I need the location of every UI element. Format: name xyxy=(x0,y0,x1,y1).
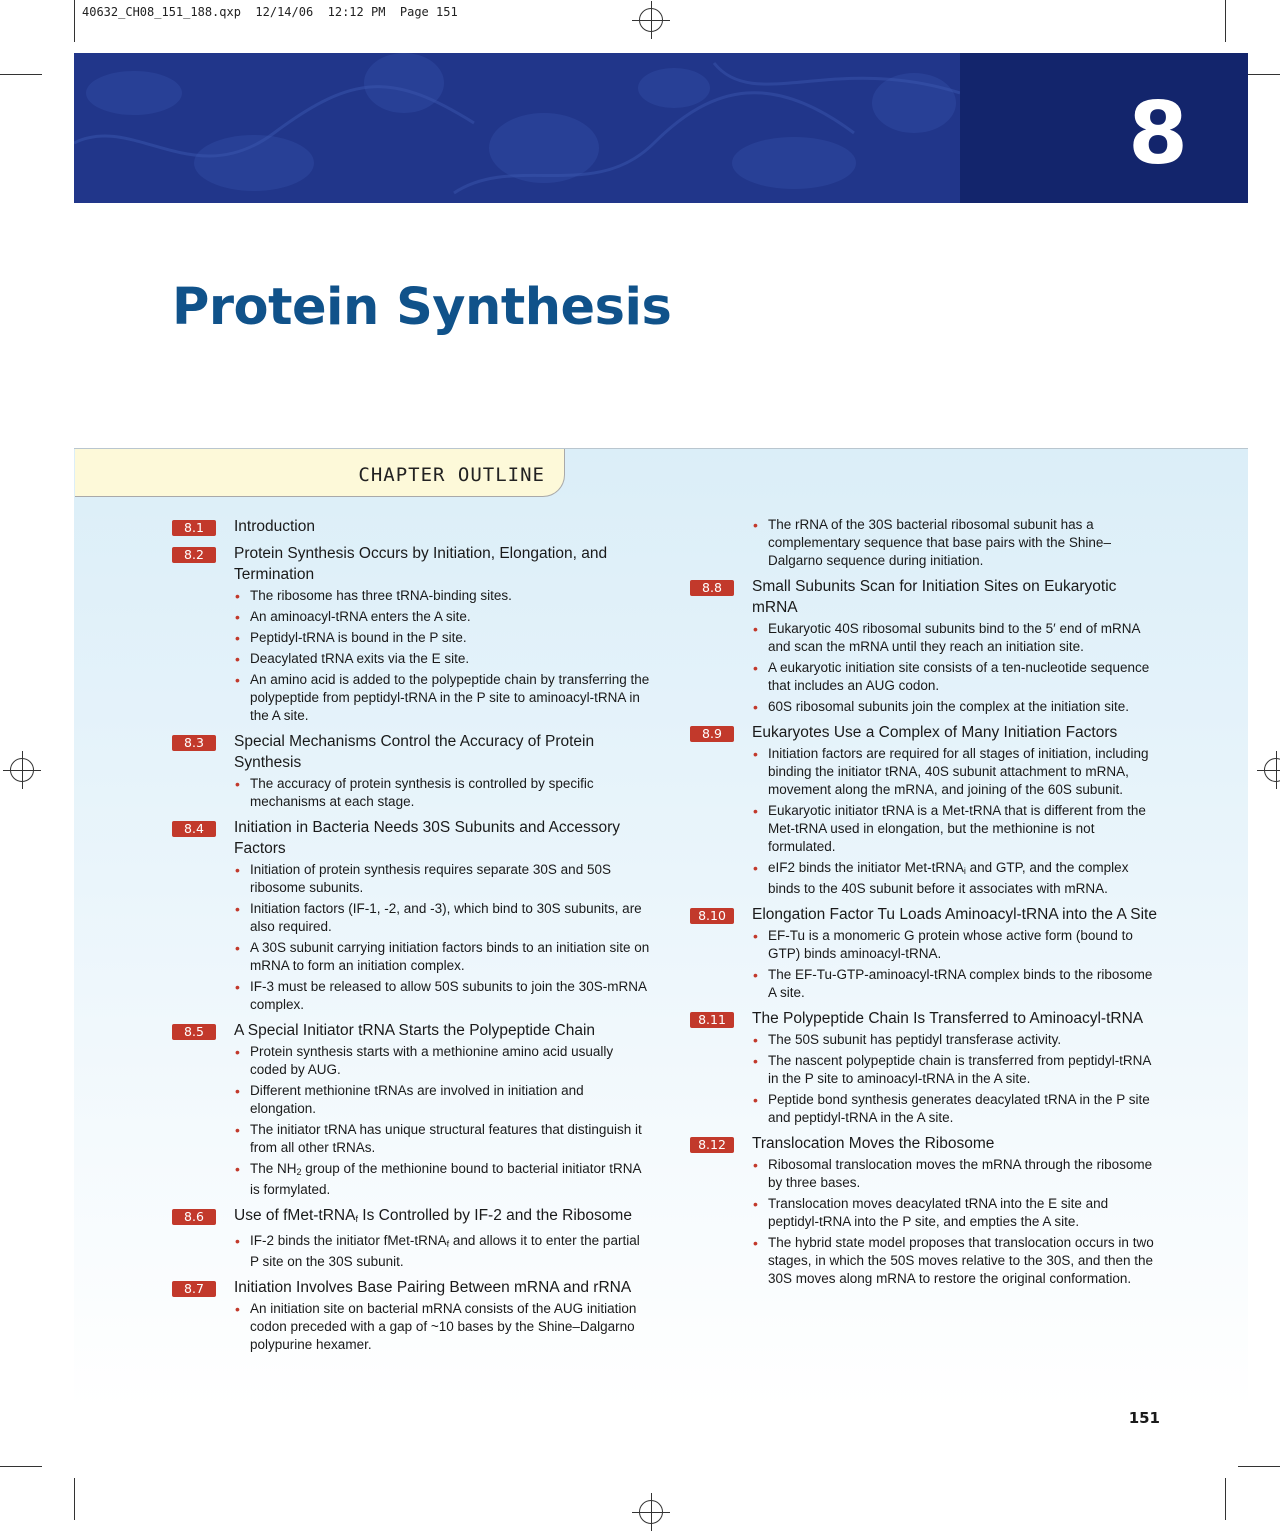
crop-mark xyxy=(1238,1466,1280,1467)
bullet-item xyxy=(234,1160,652,1199)
outline-section xyxy=(690,1008,1160,1127)
chapter-title: Protein Synthesis xyxy=(172,278,672,337)
section-number-badge[interactable]: 8.8 xyxy=(690,580,734,596)
bullet-item: • Initiation factors (IF-1, -2, and -3), which bind to 30S subunits, are also required. xyxy=(234,900,652,936)
bullet-item: • Eukaryotic initiator tRNA is a Met-tRNA that is different from the Met-tRNA used in elongation, but the methionine is not formulated. xyxy=(752,802,1160,856)
outline-section xyxy=(172,1205,652,1271)
section-number-badge[interactable]: 8.6 xyxy=(172,1209,216,1225)
bullet-list xyxy=(752,745,1160,898)
crop-mark xyxy=(1225,1478,1226,1520)
outline-section xyxy=(690,722,1160,898)
outline-section xyxy=(690,1133,1160,1288)
bullet-item: • Protein synthesis starts with a methionine amino acid usually coded by AUG. xyxy=(234,1043,652,1079)
outline-section xyxy=(172,817,652,1014)
bullet-item: • EF-Tu is a monomeric G protein whose active form (bound to GTP) binds aminoacyl-tRNA. xyxy=(752,927,1160,963)
bullet-item: • Initiation factors are required for all stages of initiation, including binding the initiator tRNA, 40S subunit attachment to mRNA, movement along the mRNA, and joining of the 60S subunit. xyxy=(752,745,1160,799)
bullet-text: eIF2 binds the initiator Met-tRNA xyxy=(768,860,964,875)
bullet-item: • The accuracy of protein synthesis is controlled by specific mechanisms at each stage. xyxy=(234,775,652,811)
outline-section xyxy=(172,543,652,725)
section-number-badge[interactable]: 8.11 xyxy=(690,1012,734,1028)
bullet-list xyxy=(234,1232,652,1271)
chapter-banner xyxy=(74,53,1248,203)
section-title[interactable]: Elongation Factor Tu Loads Aminoacyl-tRNA into the A Site xyxy=(752,906,1157,923)
section-title[interactable]: Initiation in Bacteria Needs 30S Subunits and Accessory Factors xyxy=(234,819,621,857)
bullet-item: • The EF-Tu-GTP-aminoacyl-tRNA complex binds to the ribosome A site. xyxy=(752,966,1160,1002)
bullet-item: • Initiation of protein synthesis requires separate 30S and 50S ribosome subunits. xyxy=(234,861,652,897)
bullet-item: • Translocation moves deacylated tRNA into the E site and peptidyl-tRNA into the P site, and empties the A site. xyxy=(752,1195,1160,1231)
bullet-list xyxy=(752,927,1160,1002)
chapter-number-box xyxy=(960,53,1248,203)
bullet-text: The NH xyxy=(250,1161,297,1176)
section-title[interactable]: Special Mechanisms Control the Accuracy of Protein Synthesis xyxy=(234,733,595,771)
bullet-item: • Different methionine tRNAs are involved in initiation and elongation. xyxy=(234,1082,652,1118)
bullet-item: • Peptide bond synthesis generates deacylated tRNA in the P site and peptidyl-tRNA in the A site. xyxy=(752,1091,1160,1127)
section-title[interactable]: A Special Initiator tRNA Starts the Polypeptide Chain xyxy=(234,1022,596,1039)
bullet-list xyxy=(234,587,652,725)
section-number-badge[interactable]: 8.3 xyxy=(172,735,216,751)
bullet-item: • The initiator tRNA has unique structural features that distinguish it from all other tRNAs. xyxy=(234,1121,652,1157)
bullet-item: • The 50S subunit has peptidyl transferase activity. xyxy=(752,1031,1160,1049)
section-number-badge[interactable]: 8.9 xyxy=(690,726,734,742)
crop-mark xyxy=(0,1466,42,1467)
section-number-badge[interactable]: 8.10 xyxy=(690,908,734,924)
registration-mark xyxy=(10,758,34,782)
outline-section xyxy=(172,516,652,537)
section-number-badge[interactable]: 8.2 xyxy=(172,547,216,563)
section-number-badge[interactable]: 8.4 xyxy=(172,821,216,837)
crop-mark xyxy=(74,0,75,42)
bullet-item xyxy=(234,1232,652,1271)
bullet-item: • The nascent polypeptide chain is transferred from peptidyl-tRNA in the P site to aminoacyl-tRNA in the A site. xyxy=(752,1052,1160,1088)
section-title[interactable] xyxy=(234,1205,652,1230)
bullet-list xyxy=(752,620,1160,716)
bullet-list xyxy=(234,861,652,1014)
cell-texture-illustration xyxy=(74,53,960,203)
section-number-badge[interactable]: 8.5 xyxy=(172,1024,216,1040)
section-title-subscript: f xyxy=(355,1214,358,1224)
crop-mark xyxy=(74,1478,75,1520)
chapter-number: 8 xyxy=(1128,84,1188,184)
bullet-item: • An amino acid is added to the polypeptide chain by transferring the polypeptide from peptidyl-tRNA in the P site to aminoacyl-tRNA in the A site. xyxy=(234,671,652,725)
bullet-item: • Ribosomal translocation moves the mRNA through the ribosome by three bases. xyxy=(752,1156,1160,1192)
outline-section xyxy=(172,1020,652,1199)
section-number-badge[interactable]: 8.12 xyxy=(690,1137,734,1153)
bullet-list xyxy=(752,1156,1160,1288)
outline-column-right xyxy=(690,516,1160,1294)
bullet-subscript: 2 xyxy=(296,1167,302,1177)
outline-section xyxy=(172,1277,652,1354)
bullet-subscript: i xyxy=(963,866,966,876)
bullet-item: • Deacylated tRNA exits via the E site. xyxy=(234,650,652,668)
bullet-item: • An initiation site on bacterial mRNA consists of the AUG initiation codon preceded with a gap of ~10 bases by the Shine–Dalgarno polypurine hexamer. xyxy=(234,1300,652,1354)
bullet-item: • An aminoacyl-tRNA enters the A site. xyxy=(234,608,652,626)
outline-section xyxy=(690,904,1160,1002)
page-number: 151 xyxy=(1128,1409,1160,1427)
bullet-item: • A eukaryotic initiation site consists of a ten-nucleotide sequence that includes an AUG codon. xyxy=(752,659,1160,695)
section-number-badge[interactable]: 8.1 xyxy=(172,520,216,536)
bullet-subscript: f xyxy=(446,1239,450,1249)
section-number-badge[interactable]: 8.7 xyxy=(172,1281,216,1297)
print-slug: 40632_CH08_151_188.qxp 12/14/06 12:12 PM Page 151 xyxy=(82,5,458,19)
section-title[interactable]: The Polypeptide Chain Is Transferred to Aminoacyl-tRNA xyxy=(752,1010,1144,1027)
bullet-list xyxy=(234,1043,652,1199)
outline-section xyxy=(172,731,652,811)
bullet-text: and allows it to enter the partial P site on the 30S subunit. xyxy=(250,1233,640,1269)
bullet-item: • A 30S subunit carrying initiation factors binds to an initiation site on mRNA to form an initiation complex. xyxy=(234,939,652,975)
section-title[interactable]: Protein Synthesis Occurs by Initiation, Elongation, and Termination xyxy=(234,545,608,583)
bullet-item xyxy=(752,859,1160,898)
bullet-list xyxy=(752,1031,1160,1127)
registration-mark xyxy=(639,8,663,32)
crop-mark xyxy=(0,74,42,75)
bullet-item: • 60S ribosomal subunits join the complex at the initiation site. xyxy=(752,698,1160,716)
bullet-list xyxy=(234,1300,652,1354)
bullet-list xyxy=(752,516,1160,570)
outline-column-left xyxy=(172,516,652,1360)
continued-bullets xyxy=(690,516,1160,570)
chapter-outline-heading: CHAPTER OUTLINE xyxy=(358,464,545,486)
registration-mark xyxy=(1264,758,1280,782)
outline-section xyxy=(690,576,1160,716)
section-title[interactable]: Introduction xyxy=(234,518,315,535)
bullet-item: • Peptidyl-tRNA is bound in the P site. xyxy=(234,629,652,647)
bullet-text: and GTP, and the complex binds to the 40S subunit before it associates with mRNA. xyxy=(768,860,1129,896)
section-title-part: Use of fMet-tRNA xyxy=(234,1207,356,1224)
bullet-item: • IF-3 must be released to allow 50S subunits to join the 30S-mRNA complex. xyxy=(234,978,652,1014)
chapter-outline-tab xyxy=(75,449,565,497)
section-title-part: Is Controlled by IF-2 and the Ribosome xyxy=(357,1207,632,1224)
registration-mark xyxy=(639,1500,663,1524)
bullet-item: • Eukaryotic 40S ribosomal subunits bind to the 5′ end of mRNA and scan the mRNA until they reach an initiation site. xyxy=(752,620,1160,656)
bullet-item: • The rRNA of the 30S bacterial ribosomal subunit has a complementary sequence that base pairs with the Shine–Dalgarno sequence during initiation. xyxy=(752,516,1160,570)
bullet-item: • The hybrid state model proposes that translocation occurs in two stages, in which the 50S moves relative to the 30S, and then the 30S moves along mRNA to restore the original conformation. xyxy=(752,1234,1160,1288)
bullet-item: • The ribosome has three tRNA-binding sites. xyxy=(234,587,652,605)
section-title[interactable]: Translocation Moves the Ribosome xyxy=(752,1135,995,1152)
section-title[interactable]: Small Subunits Scan for Initiation Sites on Eukaryotic mRNA xyxy=(752,578,1117,616)
section-title[interactable]: Initiation Involves Base Pairing Between mRNA and rRNA xyxy=(234,1279,632,1296)
bullet-list xyxy=(234,775,652,811)
bullet-text: IF-2 binds the initiator fMet-tRNA xyxy=(250,1233,447,1248)
bullet-text: group of the methionine bound to bacterial initiator tRNA is formylated. xyxy=(250,1161,641,1197)
crop-mark xyxy=(1225,0,1226,42)
section-title[interactable]: Eukaryotes Use a Complex of Many Initiation Factors xyxy=(752,724,1118,741)
